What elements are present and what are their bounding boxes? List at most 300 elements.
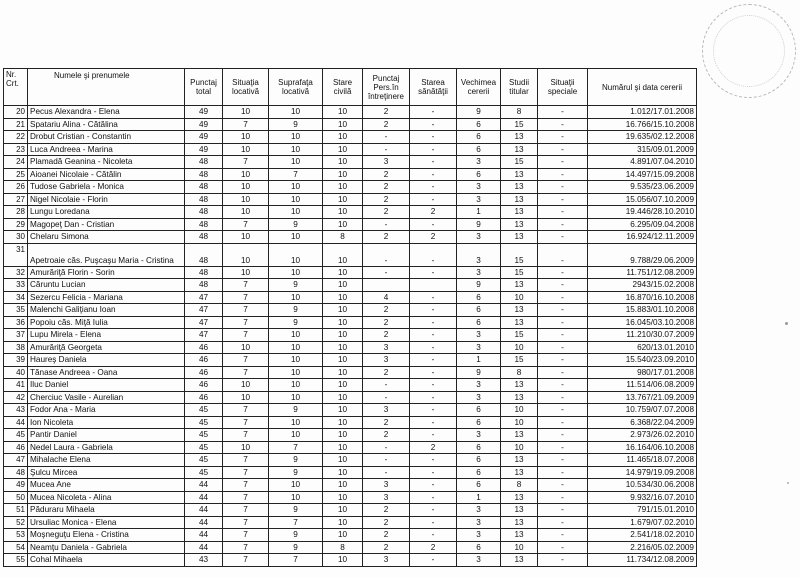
starea-sanatatii-cell: - — [410, 193, 457, 206]
situatia-locativa-cell: 7 — [223, 118, 269, 131]
suprafata-locativa-cell: 7 — [269, 441, 323, 454]
punctaj-total-cell: 46 — [185, 391, 223, 404]
vechimea-cererii-cell: 9 — [457, 218, 501, 231]
punctaj-total-cell: 45 — [185, 441, 223, 454]
starea-sanatatii-cell: - — [410, 131, 457, 144]
stare-civila-cell: 10 — [323, 181, 363, 194]
stare-civila-cell: 10 — [323, 304, 363, 317]
starea-sanatatii-cell: - — [410, 291, 457, 304]
suprafata-locativa-cell: 9 — [269, 304, 323, 317]
header-suprafata-locativa: Suprafaţa locativă — [269, 69, 323, 106]
stare-civila-cell: 10 — [323, 441, 363, 454]
table-row — [4, 516, 697, 529]
applicant-name-cell: Şulcu Mircea — [28, 466, 185, 479]
starea-sanatatii-cell: - — [410, 329, 457, 342]
studii-titular-cell: 13 — [501, 206, 538, 219]
punctaj-persoane-cell: 2 — [363, 181, 410, 194]
table-row — [4, 266, 697, 279]
applicant-name-cell: Cohal Mihaela — [28, 554, 185, 567]
situatia-locativa-cell: 10 — [223, 193, 269, 206]
situatii-speciale-cell: - — [538, 379, 588, 392]
row-number-cell: 55 — [4, 554, 28, 567]
starea-sanatatii-cell: - — [410, 143, 457, 156]
punctaj-total-cell: 45 — [185, 404, 223, 417]
punctaj-persoane-cell: 2 — [363, 529, 410, 542]
punctaj-total-cell: 45 — [185, 416, 223, 429]
starea-sanatatii-cell: - — [410, 504, 457, 517]
situatia-locativa-cell: 7 — [223, 454, 269, 467]
header-name: Numele şi prenumele — [28, 69, 185, 106]
table-row — [4, 554, 697, 567]
situatia-locativa-cell: 7 — [223, 329, 269, 342]
situatia-locativa-cell: 7 — [223, 304, 269, 317]
row-number-cell: 20 — [4, 106, 28, 119]
vechimea-cererii-cell: 6 — [457, 404, 501, 417]
row-number-cell: 52 — [4, 516, 28, 529]
numar-data-cererii-cell: 2943/15.02.2008 — [588, 279, 697, 292]
situatia-locativa-cell: 10 — [223, 231, 269, 244]
stare-civila-cell: 10 — [323, 106, 363, 119]
stare-civila-cell: 10 — [323, 329, 363, 342]
punctaj-total-cell: 47 — [185, 304, 223, 317]
scan-speck — [785, 322, 788, 325]
table-row — [4, 479, 697, 492]
vechimea-cererii-cell: 6 — [457, 541, 501, 554]
table-row — [4, 354, 697, 367]
studii-titular-cell: 10 — [501, 404, 538, 417]
table-row — [4, 291, 697, 304]
situatii-speciale-cell: - — [538, 243, 588, 266]
suprafata-locativa-cell: 9 — [269, 504, 323, 517]
numar-data-cererii-cell: 2.216/05.02.2009 — [588, 541, 697, 554]
suprafata-locativa-cell: 10 — [269, 131, 323, 144]
vechimea-cererii-cell: 9 — [457, 106, 501, 119]
suprafata-locativa-cell: 10 — [269, 429, 323, 442]
stare-civila-cell: 10 — [323, 416, 363, 429]
punctaj-total-cell: 45 — [185, 429, 223, 442]
punctaj-total-cell: 48 — [185, 193, 223, 206]
applicant-name-cell: Mucea Ane — [28, 479, 185, 492]
punctaj-persoane-cell: 3 — [363, 554, 410, 567]
starea-sanatatii-cell: - — [410, 316, 457, 329]
starea-sanatatii-cell: - — [410, 218, 457, 231]
situatii-speciale-cell: - — [538, 143, 588, 156]
punctaj-total-cell: 48 — [185, 168, 223, 181]
suprafata-locativa-cell: 10 — [269, 479, 323, 492]
numar-data-cererii-cell: 16.164/06.10.2008 — [588, 441, 697, 454]
studii-titular-cell: 13 — [501, 193, 538, 206]
punctaj-persoane-cell: 2 — [363, 118, 410, 131]
row-number-cell: 42 — [4, 391, 28, 404]
studii-titular-cell: 15 — [501, 118, 538, 131]
studii-titular-cell: 10 — [501, 416, 538, 429]
situatii-speciale-cell: - — [538, 316, 588, 329]
punctaj-total-cell: 49 — [185, 143, 223, 156]
situatia-locativa-cell: 7 — [223, 291, 269, 304]
table-row — [4, 118, 697, 131]
punctaj-total-cell: 48 — [185, 218, 223, 231]
starea-sanatatii-cell: - — [410, 429, 457, 442]
table-row — [4, 279, 697, 292]
numar-data-cererii-cell: 16.045/03.10.2008 — [588, 316, 697, 329]
suprafata-locativa-cell: 10 — [269, 329, 323, 342]
row-number-cell: 48 — [4, 466, 28, 479]
punctaj-persoane-cell: - — [363, 218, 410, 231]
table-row — [4, 316, 697, 329]
situatia-locativa-cell: 7 — [223, 416, 269, 429]
vechimea-cererii-cell: 6 — [457, 416, 501, 429]
punctaj-persoane-cell: 2 — [363, 329, 410, 342]
numar-data-cererii-cell: 16.766/15.10.2008 — [588, 118, 697, 131]
punctaj-total-cell: 44 — [185, 541, 223, 554]
header-nr: Nr. Crt. — [4, 69, 28, 106]
row-number-cell: 35 — [4, 304, 28, 317]
punctaj-total-cell: 47 — [185, 291, 223, 304]
situatia-locativa-cell: 10 — [223, 243, 269, 266]
situatii-speciale-cell: - — [538, 231, 588, 244]
punctaj-total-cell: 49 — [185, 118, 223, 131]
situatii-speciale-cell: - — [538, 454, 588, 467]
table-row — [4, 329, 697, 342]
situatia-locativa-cell: 10 — [223, 266, 269, 279]
punctaj-total-cell: 46 — [185, 379, 223, 392]
numar-data-cererii-cell: 1.679/07.02.2010 — [588, 516, 697, 529]
numar-data-cererii-cell: 10.759/07.07.2008 — [588, 404, 697, 417]
numar-data-cererii-cell: 14.979/19.09.2008 — [588, 466, 697, 479]
punctaj-persoane-cell: 4 — [363, 291, 410, 304]
suprafata-locativa-cell: 10 — [269, 193, 323, 206]
situatia-locativa-cell: 7 — [223, 466, 269, 479]
header-stare-civila: Stare civilă — [323, 69, 363, 106]
situatii-speciale-cell: - — [538, 354, 588, 367]
table-row — [4, 504, 697, 517]
header-situatia-locativa: Situaţia locativă — [223, 69, 269, 106]
situatia-locativa-cell: 7 — [223, 429, 269, 442]
applicant-name-cell: Nigel Nicolaie - Florin — [28, 193, 185, 206]
punctaj-total-cell: 48 — [185, 156, 223, 169]
situatii-speciale-cell: - — [538, 118, 588, 131]
applicant-name-cell: Nedel Laura - Gabriela — [28, 441, 185, 454]
row-number-cell: 49 — [4, 479, 28, 492]
punctaj-persoane-cell: 3 — [363, 404, 410, 417]
suprafata-locativa-cell: 10 — [269, 291, 323, 304]
starea-sanatatii-cell: - — [410, 304, 457, 317]
table-row — [4, 416, 697, 429]
situatii-speciale-cell: - — [538, 329, 588, 342]
starea-sanatatii-cell: 2 — [410, 231, 457, 244]
row-number-cell: 51 — [4, 504, 28, 517]
vechimea-cererii-cell: 3 — [457, 341, 501, 354]
vechimea-cererii-cell: 1 — [457, 206, 501, 219]
situatia-locativa-cell: 10 — [223, 441, 269, 454]
situatia-locativa-cell: 10 — [223, 341, 269, 354]
suprafata-locativa-cell: 10 — [269, 106, 323, 119]
applicant-name-cell: Lungu Loredana — [28, 206, 185, 219]
applicant-name-cell: Iluc Daniel — [28, 379, 185, 392]
stare-civila-cell: 10 — [323, 131, 363, 144]
suprafata-locativa-cell: 9 — [269, 541, 323, 554]
stare-civila-cell: 10 — [323, 379, 363, 392]
starea-sanatatii-cell: - — [410, 266, 457, 279]
starea-sanatatii-cell: - — [410, 379, 457, 392]
starea-sanatatii-cell: - — [410, 529, 457, 542]
punctaj-total-cell: 44 — [185, 529, 223, 542]
applicant-name-cell: Mucea Nicoleta - Alina — [28, 491, 185, 504]
studii-titular-cell: 10 — [501, 291, 538, 304]
starea-sanatatii-cell: - — [410, 466, 457, 479]
situatia-locativa-cell: 10 — [223, 131, 269, 144]
stare-civila-cell: 10 — [323, 554, 363, 567]
situatii-speciale-cell: - — [538, 131, 588, 144]
punctaj-total-cell: 48 — [185, 206, 223, 219]
vechimea-cererii-cell: 3 — [457, 193, 501, 206]
studii-titular-cell: 13 — [501, 454, 538, 467]
studii-titular-cell: 13 — [501, 231, 538, 244]
studii-titular-cell: 13 — [501, 131, 538, 144]
punctaj-persoane-cell: 3 — [363, 479, 410, 492]
table-row — [4, 391, 697, 404]
numar-data-cererii-cell: 11.210/30.07.2009 — [588, 329, 697, 342]
starea-sanatatii-cell: 2 — [410, 541, 457, 554]
stare-civila-cell: 10 — [323, 391, 363, 404]
vechimea-cererii-cell: 6 — [457, 168, 501, 181]
suprafata-locativa-cell: 10 — [269, 143, 323, 156]
table-row — [4, 379, 697, 392]
studii-titular-cell: 13 — [501, 516, 538, 529]
starea-sanatatii-cell: - — [410, 516, 457, 529]
suprafata-locativa-cell: 9 — [269, 454, 323, 467]
suprafata-locativa-cell: 7 — [269, 168, 323, 181]
studii-titular-cell: 13 — [501, 429, 538, 442]
studii-titular-cell: 13 — [501, 529, 538, 542]
applicant-name-cell: Păduraru Mihaela — [28, 504, 185, 517]
punctaj-total-cell: 44 — [185, 491, 223, 504]
vechimea-cererii-cell: 3 — [457, 231, 501, 244]
stare-civila-cell: 10 — [323, 291, 363, 304]
applicant-name-cell: Drobut Cristian - Constantin — [28, 131, 185, 144]
punctaj-persoane-cell: - — [363, 131, 410, 144]
studii-titular-cell: 13 — [501, 316, 538, 329]
punctaj-total-cell: 48 — [185, 231, 223, 244]
situatia-locativa-cell: 7 — [223, 554, 269, 567]
header-starea-sanatatii: Starea sănătăţii — [410, 69, 457, 106]
applicant-name-cell: Moşneguţu Elena - Cristina — [28, 529, 185, 542]
situatii-speciale-cell: - — [538, 516, 588, 529]
applicant-name-cell: Ursuliac Monica - Elena — [28, 516, 185, 529]
vechimea-cererii-cell: 6 — [457, 118, 501, 131]
row-number-cell: 24 — [4, 156, 28, 169]
numar-data-cererii-cell: 19.446/28.10.2010 — [588, 206, 697, 219]
punctaj-total-cell: 46 — [185, 354, 223, 367]
table-row — [4, 243, 697, 266]
table-row — [4, 529, 697, 542]
situatia-locativa-cell: 10 — [223, 181, 269, 194]
applicant-name-cell: Magopeţ Dan - Cristian — [28, 218, 185, 231]
punctaj-persoane-cell: 2 — [363, 504, 410, 517]
suprafata-locativa-cell: 10 — [269, 491, 323, 504]
starea-sanatatii-cell: - — [410, 181, 457, 194]
stare-civila-cell: 10 — [323, 354, 363, 367]
applicant-name-cell: Aioanei Nicolaie - Cătălin — [28, 168, 185, 181]
situatii-speciale-cell: - — [538, 504, 588, 517]
situatii-speciale-cell: - — [538, 181, 588, 194]
studii-titular-cell: 8 — [501, 106, 538, 119]
row-number-cell: 40 — [4, 366, 28, 379]
header-vechimea-cererii: Vechimea cererii — [457, 69, 501, 106]
studii-titular-cell: 15 — [501, 243, 538, 266]
punctaj-total-cell: 44 — [185, 504, 223, 517]
starea-sanatatii-cell: - — [410, 391, 457, 404]
studii-titular-cell: 13 — [501, 391, 538, 404]
header-situatii-speciale: Situaţii speciale — [538, 69, 588, 106]
punctaj-persoane-cell: 3 — [363, 156, 410, 169]
stare-civila-cell: 10 — [323, 516, 363, 529]
punctaj-total-cell: 48 — [185, 266, 223, 279]
stare-civila-cell: 10 — [323, 243, 363, 266]
stare-civila-cell: 10 — [323, 206, 363, 219]
numar-data-cererii-cell: 16.924/12.11.2009 — [588, 231, 697, 244]
situatia-locativa-cell: 7 — [223, 504, 269, 517]
vechimea-cererii-cell: 1 — [457, 354, 501, 367]
applicant-name-cell: Sezercu Felicia - Mariana — [28, 291, 185, 304]
table-row — [4, 304, 697, 317]
numar-data-cererii-cell: 13.767/21.09.2009 — [588, 391, 697, 404]
situatia-locativa-cell: 10 — [223, 106, 269, 119]
punctaj-total-cell: 49 — [185, 106, 223, 119]
numar-data-cererii-cell: 15.540/23.09.2010 — [588, 354, 697, 367]
starea-sanatatii-cell: - — [410, 156, 457, 169]
punctaj-total-cell: 48 — [185, 279, 223, 292]
applicant-name-cell: Cherciuc Vasile - Aurelian — [28, 391, 185, 404]
stare-civila-cell: 10 — [323, 143, 363, 156]
punctaj-persoane-cell: 2 — [363, 416, 410, 429]
vechimea-cererii-cell: 3 — [457, 329, 501, 342]
header-punctaj-total: Punctaj total — [185, 69, 223, 106]
punctaj-total-cell: 44 — [185, 516, 223, 529]
table-row — [4, 206, 697, 219]
situatia-locativa-cell: 7 — [223, 491, 269, 504]
punctaj-persoane-cell: 2 — [363, 231, 410, 244]
applicant-name-cell: Tudose Gabriela - Monica — [28, 181, 185, 194]
situatii-speciale-cell: - — [538, 541, 588, 554]
studii-titular-cell: 13 — [501, 491, 538, 504]
punctaj-total-cell: 49 — [185, 131, 223, 144]
suprafata-locativa-cell: 10 — [269, 266, 323, 279]
numar-data-cererii-cell: 2.541/18.02.2010 — [588, 529, 697, 542]
vechimea-cererii-cell: 6 — [457, 131, 501, 144]
numar-data-cererii-cell: 6.368/22.04.2009 — [588, 416, 697, 429]
stare-civila-cell: 10 — [323, 266, 363, 279]
row-number-cell: 46 — [4, 441, 28, 454]
punctaj-persoane-cell: 2 — [363, 304, 410, 317]
situatia-locativa-cell: 10 — [223, 391, 269, 404]
situatia-locativa-cell: 7 — [223, 218, 269, 231]
situatii-speciale-cell: - — [538, 404, 588, 417]
punctaj-persoane-cell: 2 — [363, 316, 410, 329]
row-number-cell: 37 — [4, 329, 28, 342]
situatia-locativa-cell: 7 — [223, 354, 269, 367]
punctaj-persoane-cell: - — [363, 243, 410, 266]
studii-titular-cell: 13 — [501, 181, 538, 194]
situatii-speciale-cell: - — [538, 429, 588, 442]
starea-sanatatii-cell: - — [410, 168, 457, 181]
table-row — [4, 193, 697, 206]
table-row — [4, 341, 697, 354]
applicant-name-cell: Pecus Alexandra - Elena — [28, 106, 185, 119]
punctaj-total-cell: 45 — [185, 454, 223, 467]
punctaj-persoane-cell: - — [363, 441, 410, 454]
starea-sanatatii-cell: - — [410, 404, 457, 417]
applicant-name-cell: Mihalache Elena — [28, 454, 185, 467]
numar-data-cererii-cell: 15.883/01.10.2008 — [588, 304, 697, 317]
punctaj-total-cell: 45 — [185, 466, 223, 479]
row-number-cell: 28 — [4, 206, 28, 219]
applicant-name-cell: Apetroaie căs. Puşcaşu Maria - Cristina — [28, 243, 185, 266]
numar-data-cererii-cell: 1.012/17.01.2008 — [588, 106, 697, 119]
numar-data-cererii-cell: 791/15.01.2010 — [588, 504, 697, 517]
suprafata-locativa-cell: 9 — [269, 529, 323, 542]
studii-titular-cell: 15 — [501, 266, 538, 279]
applicant-name-cell: Haureş Daniela — [28, 354, 185, 367]
numar-data-cererii-cell: 11.465/18.07.2008 — [588, 454, 697, 467]
studii-titular-cell: 13 — [501, 279, 538, 292]
studii-titular-cell: 13 — [501, 554, 538, 567]
applicant-name-cell: Spatariu Alina - Cătălina — [28, 118, 185, 131]
numar-data-cererii-cell: 15.056/07.10.2009 — [588, 193, 697, 206]
stare-civila-cell: 10 — [323, 504, 363, 517]
applicants-ranking-table — [3, 68, 697, 567]
vechimea-cererii-cell: 6 — [457, 143, 501, 156]
situatia-locativa-cell: 7 — [223, 479, 269, 492]
row-number-cell: 23 — [4, 143, 28, 156]
table-row — [4, 366, 697, 379]
punctaj-persoane-cell: - — [363, 454, 410, 467]
studii-titular-cell: 13 — [501, 504, 538, 517]
punctaj-persoane-cell: - — [363, 143, 410, 156]
punctaj-persoane-cell: 2 — [363, 193, 410, 206]
applicant-name-cell: Plamadă Geanina - Nicoleta — [28, 156, 185, 169]
punctaj-persoane-cell: 2 — [363, 168, 410, 181]
row-number-cell: 41 — [4, 379, 28, 392]
stare-civila-cell: 10 — [323, 491, 363, 504]
applicant-name-cell: Malenchi Galiţianu Ioan — [28, 304, 185, 317]
stare-civila-cell: 10 — [323, 466, 363, 479]
table-row — [4, 231, 697, 244]
table-row — [4, 181, 697, 194]
applicant-name-cell: Pantir Daniel — [28, 429, 185, 442]
situatia-locativa-cell: 10 — [223, 168, 269, 181]
punctaj-persoane-cell: 2 — [363, 541, 410, 554]
punctaj-total-cell: 43 — [185, 554, 223, 567]
punctaj-persoane-cell: - — [363, 379, 410, 392]
suprafata-locativa-cell: 10 — [269, 341, 323, 354]
studii-titular-cell: 13 — [501, 218, 538, 231]
starea-sanatatii-cell: - — [410, 354, 457, 367]
vechimea-cererii-cell: 6 — [457, 441, 501, 454]
scan-speck — [787, 482, 789, 484]
punctaj-persoane-cell: 2 — [363, 106, 410, 119]
suprafata-locativa-cell: 9 — [269, 218, 323, 231]
stare-civila-cell: 10 — [323, 193, 363, 206]
numar-data-cererii-cell: 2.973/26.02.2010 — [588, 429, 697, 442]
row-number-cell: 31 — [4, 243, 28, 266]
suprafata-locativa-cell: 10 — [269, 354, 323, 367]
table-row — [4, 541, 697, 554]
vechimea-cererii-cell: 6 — [457, 291, 501, 304]
starea-sanatatii-cell: - — [410, 118, 457, 131]
situatii-speciale-cell: - — [538, 479, 588, 492]
suprafata-locativa-cell: 10 — [269, 206, 323, 219]
